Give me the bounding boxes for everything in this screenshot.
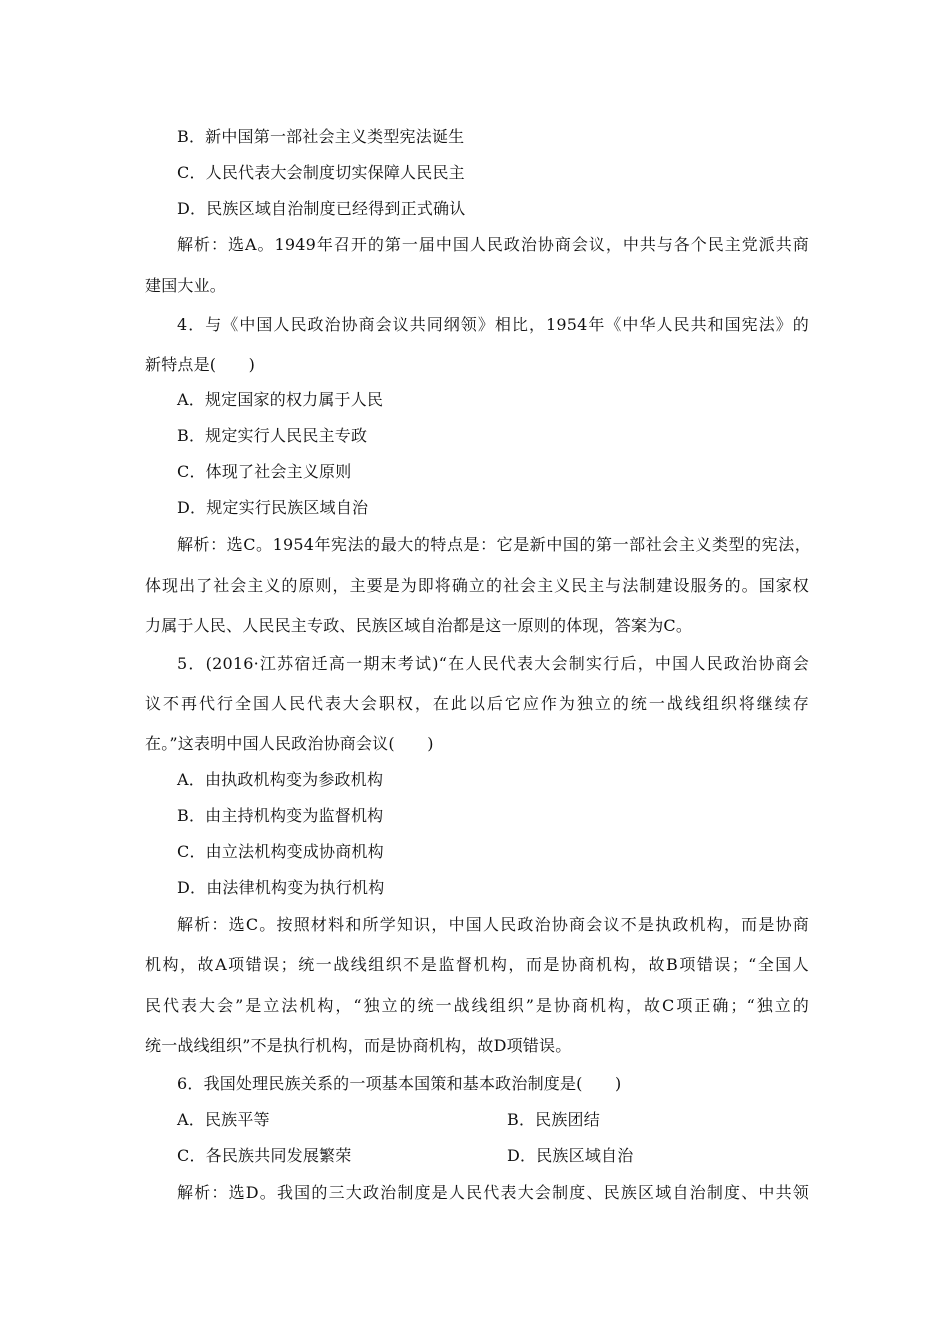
q5-option-b: B．由主持机构变为监督机构 xyxy=(177,806,384,825)
q5-option-c: C．由立法机构变成协商机构 xyxy=(177,842,384,861)
q5-stem-line-1: 5．(2016·江苏宿迁高一期末考试)“在人民代表大会制实行后，中国人民政治协商会 xyxy=(177,654,809,673)
q5-stem-line-3: 在。”这表明中国人民政治协商会议( ) xyxy=(145,734,434,753)
q5-analysis-line-1: 解析：选C。按照材料和所学知识，中国人民政治协商会议不是执政机构，而是协商 xyxy=(177,915,809,934)
q6-analysis-line-1: 解析：选D。我国的三大政治制度是人民代表大会制度、民族区域自治制度、中共领 xyxy=(177,1183,809,1202)
q4-analysis-line-1: 解析：选C。1954年宪法的最大的特点是：它是新中国的第一部社会主义类型的宪法， xyxy=(177,535,811,554)
q6-option-a: A．民族平等 xyxy=(177,1110,270,1129)
q5-option-a: A．由执政机构变为参政机构 xyxy=(177,770,384,789)
q4-stem-line-1: 4．与《中国人民政治协商会议共同纲领》相比，1954年《中华人民共和国宪法》的 xyxy=(177,315,809,334)
q3-analysis-line-2: 建国大业。 xyxy=(145,276,227,295)
q4-analysis-line-3: 力属于人民、人民民主专政、民族区域自治都是这一原则的体现，答案为C。 xyxy=(145,616,693,635)
q3-analysis-line-1: 解析：选A。1949年召开的第一届中国人民政治协商会议，中共与各个民主党派共商 xyxy=(177,235,809,254)
q3-option-c: C．人民代表大会制度切实保障人民民主 xyxy=(177,163,465,182)
q5-analysis-line-2: 机构，故A项错误；统一战线组织不是监督机构，而是协商机构，故B项错误；“全国人 xyxy=(145,955,809,974)
q6-option-c: C．各民族共同发展繁荣 xyxy=(177,1146,352,1165)
q4-option-c: C．体现了社会主义原则 xyxy=(177,462,352,481)
q3-option-d: D．民族区域自治制度已经得到正式确认 xyxy=(177,199,466,218)
q3-option-b: B．新中国第一部社会主义类型宪法诞生 xyxy=(177,127,465,146)
q6-stem-line-1: 6．我国处理民族关系的一项基本国策和基本政治制度是( ) xyxy=(177,1074,622,1093)
q4-option-b: B．规定实行人民民主专政 xyxy=(177,426,368,445)
q6-option-d: D．民族区域自治 xyxy=(507,1146,634,1165)
q5-analysis-line-4: 统一战线组织”不是执行机构，而是协商机构，故D项错误。 xyxy=(145,1036,572,1055)
q4-option-d: D．规定实行民族区域自治 xyxy=(177,498,369,517)
q4-option-a: A．规定国家的权力属于人民 xyxy=(177,390,384,409)
q4-stem-line-2: 新特点是( ) xyxy=(145,355,256,374)
q5-option-d: D．由法律机构变为执行机构 xyxy=(177,878,385,897)
q6-option-b: B．民族团结 xyxy=(507,1110,600,1129)
q4-analysis-line-2: 体现出了社会主义的原则，主要是为即将确立的社会主义民主与法制建设服务的。国家权 xyxy=(145,576,809,595)
q5-analysis-line-3: 民代表大会”是立法机构，“独立的统一战线组织”是协商机构，故C项正确；“独立的 xyxy=(145,996,809,1015)
q5-stem-line-2: 议不再代行全国人民代表大会职权，在此以后它应作为独立的统一战线组织将继续存 xyxy=(145,694,809,713)
